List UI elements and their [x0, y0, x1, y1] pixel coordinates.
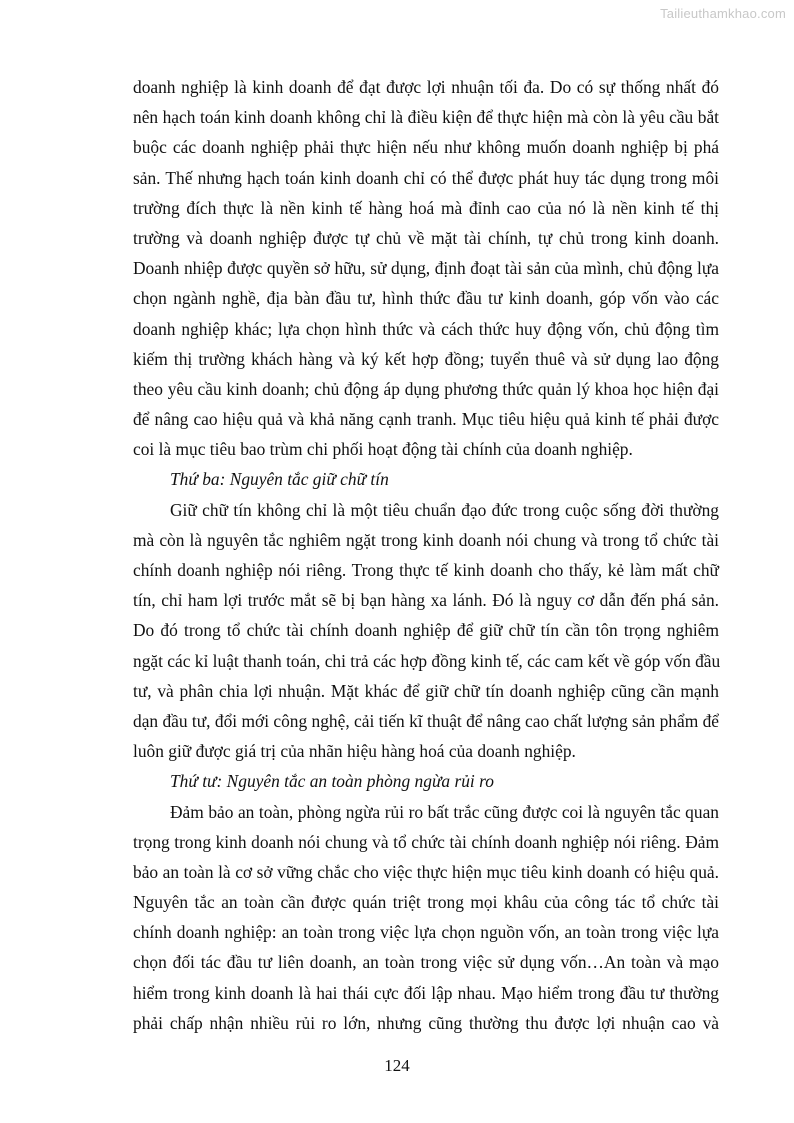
text-line: trường đích thực là nền kinh tế hàng hoá mà đỉnh cao của nó là nền kinh tế thị — [133, 197, 719, 218]
text-line: doanh nghiệp khác; lựa chọn hình thức và cách thức huy động vốn, chủ động tìm — [133, 318, 719, 339]
text-line: sản. Thế nhưng hạch toán kinh doanh chỉ có thể được phát huy tác dụng trong môi — [133, 167, 719, 188]
text-line: trường và doanh nghiệp được tự chủ về mặt tài chính, tự chủ trong kinh doanh. — [133, 227, 719, 248]
text-line: dạn đầu tư, đổi mới công nghệ, cải tiến kĩ thuật để nâng cao chất lượng sản phẩm để — [133, 710, 719, 731]
text-line: doanh nghiệp là kinh doanh để đạt được lợi nhuận tối đa. Do có sự thống nhất đó — [133, 77, 719, 97]
text-line: chính doanh nghiệp nói riêng. Trong thực tế kinh doanh cho thấy, kẻ làm mất chữ — [133, 560, 719, 580]
section-heading-third-principle: Thứ ba: Nguyên tắc giữ chữ tín — [170, 469, 389, 490]
text-line: hiểm trong kinh doanh là hai thái cực đối lập nhau. Mạo hiểm trong đầu tư thường — [133, 982, 719, 1003]
text-line: tín, chỉ ham lợi trước mắt sẽ bị bạn hàng xa lánh. Đó là nguy cơ dẫn đến phá sản. — [133, 590, 719, 611]
paragraph-keep-trust — [133, 495, 719, 767]
text-line: mà còn là nguyên tắc nghiêm ngặt trong kinh doanh nói chung và trong tổ chức tài — [133, 529, 719, 550]
watermark: Tailieuthamkhao.com — [660, 6, 786, 21]
text-line: coi là mục tiêu bao trùm chi phối hoạt động tài chính của doanh nghiệp. — [133, 439, 633, 460]
text-line: kiếm thị trường khách hàng và ký kết hợp đồng; tuyển thuê và sử dụng lao động — [133, 348, 719, 369]
text-line: Giữ chữ tín không chỉ là một tiêu chuẩn đạo đức trong cuộc sống đời thường — [170, 499, 719, 520]
text-line: Doanh nhiệp được quyền sở hữu, sử dụng, định đoạt tài sản của mình, chủ động lựa — [133, 258, 719, 279]
page-number: 124 — [384, 1056, 410, 1075]
text-line: luôn giữ được giá trị của nhãn hiệu hàng hoá của doanh nghiệp. — [133, 741, 576, 762]
text-line: chọn ngành nghề, địa bàn đầu tư, hình thức đầu tư kinh doanh, góp vốn vào các — [133, 288, 719, 309]
text-line: phải chấp nhận nhiều rủi ro lớn, nhưng cũng thường thu được lợi nhuận cao và — [133, 1012, 719, 1033]
text-line: trọng trong kinh doanh nói chung và tổ chức tài chính doanh nghiệp nói riêng. Đảm — [133, 831, 719, 852]
document-page — [133, 72, 719, 1038]
text-line: Do đó trong tổ chức tài chính doanh nghiệp để giữ chữ tín cần tôn trọng nghiêm — [133, 620, 719, 641]
text-line: để nâng cao hiệu quả và khả năng cạnh tranh. Mục tiêu hiệu quả kinh tế phải được — [133, 409, 719, 430]
text-line: theo yêu cầu kinh doanh; chủ động áp dụng phương thức quản lý khoa học hiện đại — [133, 378, 719, 399]
text-line: chọn đối tác đầu tư liên doanh, an toàn trong việc sử dụng vốn…An toàn và mạo — [133, 952, 719, 973]
paragraph-risk-prevention — [133, 797, 719, 1039]
text-line: chính doanh nghiệp: an toàn trong việc lựa chọn nguồn vốn, an toàn trong việc lựa — [133, 922, 719, 943]
text-line: ngặt các kỉ luật thanh toán, chi trả các hợp đồng kinh tế, các cam kết về góp vốn đầu — [133, 650, 721, 671]
paragraph-continuation — [133, 72, 719, 464]
section-heading-fourth-principle: Thứ tư: Nguyên tắc an toàn phòng ngừa rủi ro — [170, 771, 494, 792]
text-line: tư, và phân chia lợi nhuận. Mặt khác để giữ chữ tín doanh nghiệp cũng cần mạnh — [133, 680, 719, 701]
text-line: Nguyên tắc an toàn cần được quán triệt trong mọi khâu của công tác tổ chức tài — [133, 892, 719, 913]
text-line: Đảm bảo an toàn, phòng ngừa rủi ro bất trắc cũng được coi là nguyên tắc quan — [170, 801, 719, 822]
text-line: bảo an toàn là cơ sở vững chắc cho việc thực hiện mục tiêu kinh doanh có hiệu quả. — [133, 861, 719, 882]
text-line: buộc các doanh nghiệp phải thực hiện nếu như không muốn doanh nghiệp bị phá — [133, 137, 719, 158]
text-line: nên hạch toán kinh doanh không chỉ là điều kiện để thực hiện mà còn là yêu cầu bắt — [133, 107, 719, 128]
